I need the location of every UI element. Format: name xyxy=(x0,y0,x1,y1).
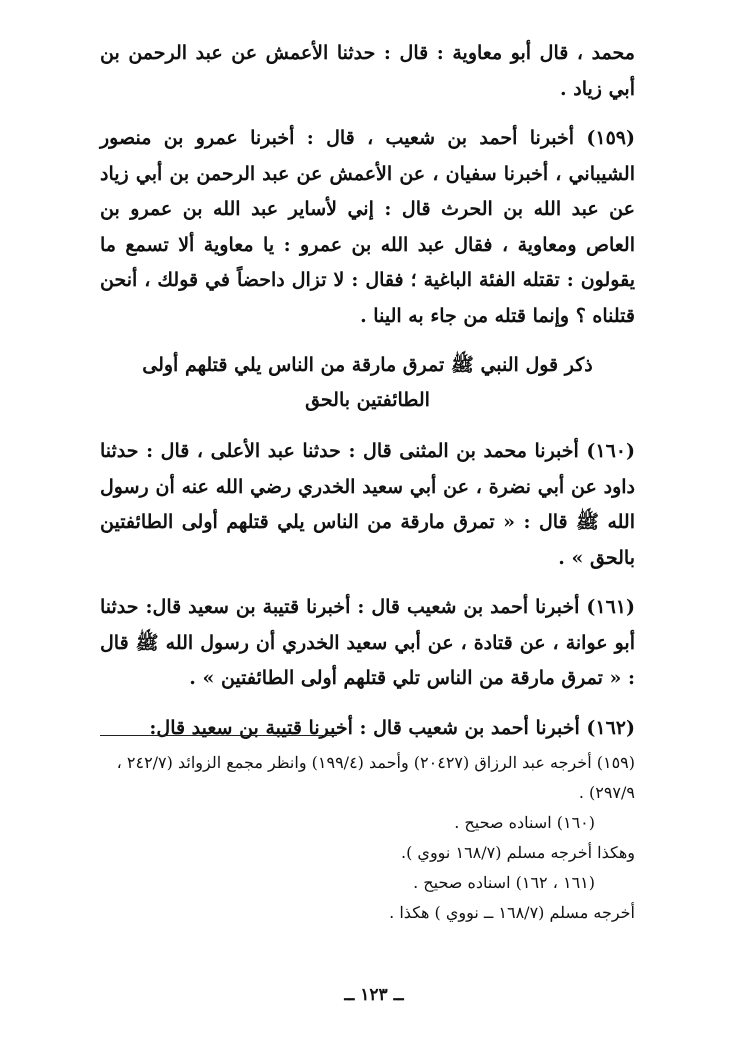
footnote-160-note: وهكذا أخرجه مسلم (١٦٨/٧ نووي ). xyxy=(401,843,635,862)
hadith-160: (١٦٠) أخبرنا محمد بن المثنى قال : حدثنا عبد الأعلى ، قال : حدثنا داود عن أبي نضرة ، عن أبي سعيد الخدري رضي الله عنه أن رسول الله ﷺ قال : « تمرق مارقة من الناس يلي قتلهم أولى الطائفتين بالحق » . xyxy=(100,440,635,569)
hadith-162: (١٦٢) أخبرنا أحمد بن شعيب قال : أخبرنا قتيبة بن سعيد قال: xyxy=(149,716,635,739)
hadith-159: (١٥٩) أخبرنا أحمد بن شعيب ، قال : أخبرنا عمرو بن منصور الشيباني ، أخبرنا سفيان ، عن الأعمش عن عبد الرحمن بن أبي زياد عن عبد الله بن الحرث قال : إني لأساير عبد الله بن عمرو بن العاص ومعاوية ، فقال عبد الله بن عمرو : يا معاوية ألا تسمع ما يقولون : تقتله الفئة الباغية ؛ فقال : لا تزال داحضاً في قولك ، أنحن قتلناه ؟ وإنما قتله من جاء به الينا . xyxy=(100,127,635,327)
page-number: ــ ١٢٣ ــ xyxy=(344,985,404,1005)
footnote-divider xyxy=(100,735,337,736)
hadith-161: (١٦١) أخبرنا أحمد بن شعيب قال : أخبرنا قتيبة بن سعيد قال: حدثنا أبو عوانة ، عن قتادة ، عن أبي سعيد الخدري أن رسول الله ﷺ قال : « تمرق مارقة من الناس تلي قتلهم أولى الطائفتين » . xyxy=(100,596,635,689)
paragraph-continuation: محمد ، قال أبو معاوية : قال : حدثنا الأعمش عن عبد الرحمن بن أبي زياد . xyxy=(100,42,635,100)
footnote-159: (١٥٩) أخرجه عبد الرزاق (٢٠٤٢٧) وأحمد (١٩٩/٤) وانظر مجمع الزوائد (٢٤٢/٧ ، ٢٩٧/٩) . xyxy=(116,753,635,802)
footnote-161-162: (١٦١ ، ١٦٢) اسناده صحيح . xyxy=(413,873,595,892)
footnotes xyxy=(100,748,635,928)
main-text xyxy=(100,36,635,760)
section-heading: ذكر قول النبي ﷺ تمرق مارقة من الناس يلي قتلهم أولى الطائفتين بالحق xyxy=(142,354,593,411)
footnote-160: (١٦٠) اسناده صحيح . xyxy=(454,813,595,832)
footnote-161-162-note: أخرجه مسلم (١٦٨/٧ ــ نووي ) هكذا . xyxy=(389,903,635,922)
